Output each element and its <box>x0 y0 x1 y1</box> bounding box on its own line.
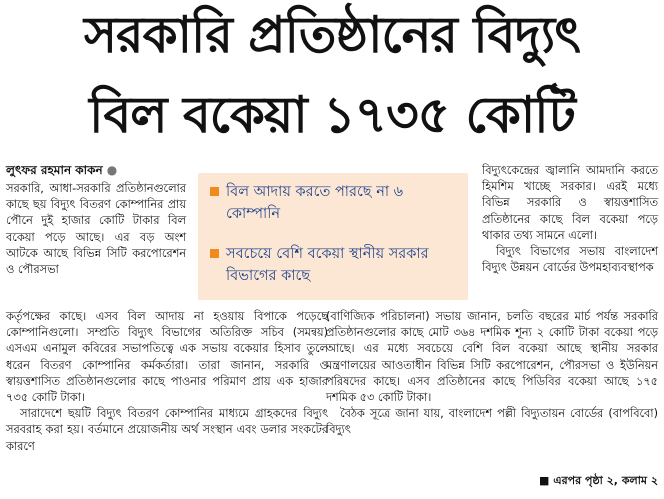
author-name: লুৎফর রহমান কাকন <box>6 163 103 177</box>
article-column-1 <box>6 181 186 278</box>
headline-line-1: সরকারি প্রতিষ্ঠানের বিদ্যুৎ <box>84 6 580 64</box>
article-column-3 <box>482 163 658 276</box>
paragraph: সরকারি, আধা-সরকারি প্রতিষ্ঠানগুলোর কাছে ছয় বিদ্যুৎ বিতরণ কোম্পানির প্রায় পৌনে দুই হাজার কোটি টাকার বিল বকেয়া পড়ে আছে। এর বড় অংশ আটকে আছে বিভিন্ন সিটি করপোরেশন ও পৌরসভা <box>6 182 186 277</box>
highlight-text: বিল আদায় করতে পারছে না ৬ কোম্পানি <box>226 184 404 222</box>
paragraph: (বাণিজ্যিক পরিচালনা) সভায় জানান, চলতি বছরের মার্চ পর্যন্ত সরকারি প্রতিষ্ঠানগুলোর কাছে মোট ৩৬৪ দশমিক শূন্য ২ কোটি টাকা বকেয়া পড়ে আছে। এর মধ্যে সবচেয়ে বেশি বিল বকেয়া আছে স্থানীয় সরকার মন্ত্রণালয়ের আওতাধীন বিভিন্ন সিটি করপোরেশন, পৌরসভা ও ইউনিয়ন পরিষদের কাছে। এসব প্রতিষ্ঠানের কাছে পিডিবির বকেয়া আছে ১৭৫ দশমিক ৫৩ কোটি টাকা। <box>326 310 658 405</box>
byline-dot-icon: ● <box>106 163 118 177</box>
article-column-right-lower <box>326 309 658 439</box>
paragraph: কর্তৃপক্ষের কাছে। এসব বিল আদায় না হওয়ায় বিপাকে পড়েছে কোম্পানিগুলো। সম্প্রতি বিদ্যুৎ বিভাগের অতিরিক্ত সচিব (সমন্বয়) এসএম এনামুল কবিরের সভাপতিত্বে এক সভায় বকেয়ার হিসাব তুলে ধরেন বিতরণ কোম্পানির কর্মকর্তারা। তারা জানান, সরকারি ও স্বায়ত্তশাসিত প্রতিষ্ঠানগুলোর কাছে পাওনার পরিমাণ প্রায় এক হাজার ৭৩৫ কোটি টাকা। <box>6 310 328 405</box>
continuation-note: ■ এরপর পৃষ্ঠা ২, কলাম ২ <box>539 474 658 487</box>
headline-line-2: বিল বকেয়া ১৭৩৫ কোটি <box>89 86 575 144</box>
byline <box>6 162 117 182</box>
square-bullet-icon <box>210 249 219 258</box>
article-column-left-lower <box>6 309 328 455</box>
paragraph: সারাদেশে ছয়টি বিদ্যুৎ বিতরণ কোম্পানির মাধ্যমে গ্রাহকদের বিদ্যুৎ সরবরাহ করা হয়। বর্তমানে প্রয়োজনীয় অর্থ সংস্থান এবং ডলার সংকটের কারণে <box>6 407 328 453</box>
highlight-item <box>210 181 460 225</box>
paragraph: বিদ্যুৎকেন্দ্রের জ্বালানি আমদানি করতে হিমশিম খাচ্ছে সরকার। এরই মধ্যে বিভিন্ন সরকারি ও স্বায়ত্তশাসিত প্রতিষ্ঠানের কাছে বিল বকেয়া পড়ে থাকার তথ্য সামনে এলো। <box>482 164 658 242</box>
highlight-item <box>210 243 460 287</box>
paragraph: বৈঠক সূত্রে জানা যায়, বাংলাদেশ পল্লী বিদ্যুতায়ন বোর্ডের (বাপবিবো) বিদ্যুৎ <box>326 407 658 437</box>
square-bullet-icon <box>210 187 219 196</box>
highlight-box <box>198 173 468 300</box>
paragraph: বিদ্যুৎ বিভাগের সভায় বাংলাদেশ বিদ্যুৎ উন্নয়ন বোর্ডের উপমহাব্যবস্থাপক <box>482 245 658 275</box>
highlight-text: সবচেয়ে বেশি বকেয়া স্থানীয় সরকার বিভাগের কাছে <box>226 246 429 284</box>
